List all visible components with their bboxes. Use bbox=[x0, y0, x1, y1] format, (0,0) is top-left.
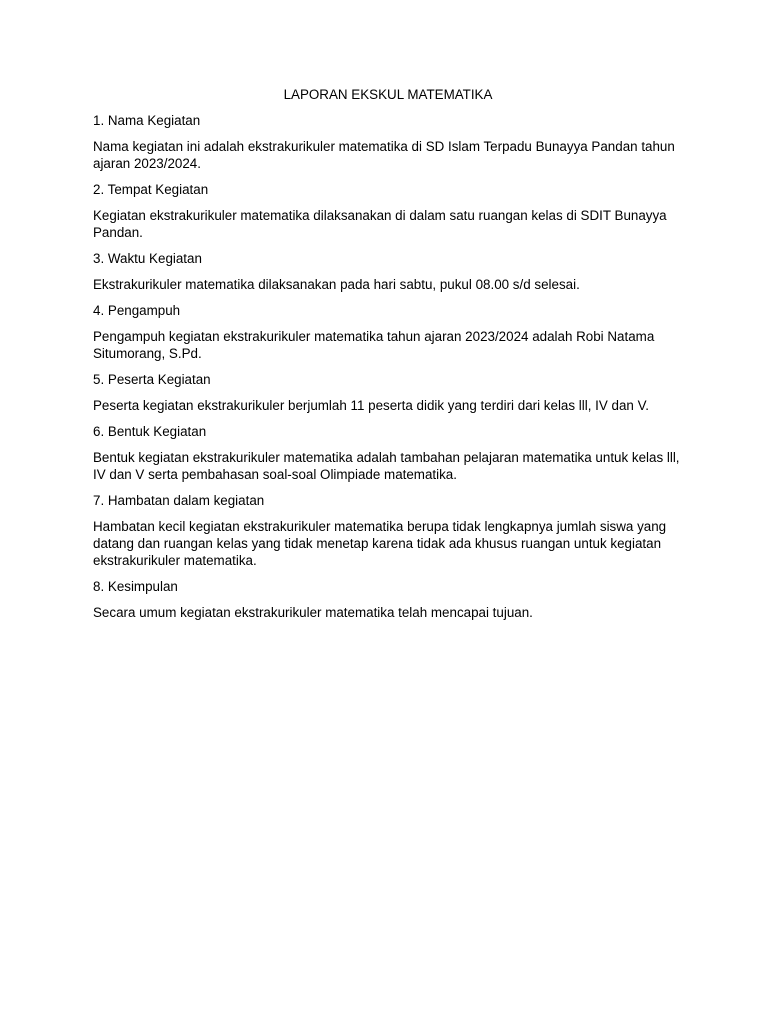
section-body: Peserta kegiatan ekstrakurikuler berjumlah 11 peserta didik yang terdiri dari kelas lll, IV dan V. bbox=[93, 398, 649, 413]
section-body: Bentuk kegiatan ekstrakurikuler matematika adalah tambahan pelajaran matematika untuk kelas lll, IV dan V serta pembahasan soal-soal Olimpiade matematika. bbox=[93, 450, 680, 482]
section-waktu-kegiatan bbox=[93, 250, 683, 293]
section-bentuk-kegiatan bbox=[93, 423, 683, 483]
section-body: Nama kegiatan ini adalah ekstrakurikuler matematika di SD Islam Terpadu Bunayya Pandan tahun ajaran 2023/2024. bbox=[93, 139, 675, 171]
section-heading: 2. Tempat Kegiatan bbox=[93, 182, 209, 197]
section-pengampuh bbox=[93, 302, 683, 362]
section-heading: 7. Hambatan dalam kegiatan bbox=[93, 493, 265, 508]
section-nama-kegiatan bbox=[93, 112, 683, 172]
section-heading: 6. Bentuk Kegiatan bbox=[93, 424, 207, 439]
section-kesimpulan bbox=[93, 578, 683, 621]
document-title: LAPORAN EKSKUL MATEMATIKA bbox=[283, 87, 493, 102]
section-body: Secara umum kegiatan ekstrakurikuler matematika telah mencapai tujuan. bbox=[93, 605, 533, 620]
section-body: Ekstrakurikuler matematika dilaksanakan pada hari sabtu, pukul 08.00 s/d selesai. bbox=[93, 277, 580, 292]
section-peserta-kegiatan bbox=[93, 371, 683, 414]
section-body: Hambatan kecil kegiatan ekstrakurikuler matematika berupa tidak lengkapnya jumlah siswa yang datang dan ruangan kelas yang tidak menetap karena tidak ada khusus ruangan untuk kegiatan ekstrakurikuler matematika. bbox=[93, 519, 667, 568]
section-body: Pengampuh kegiatan ekstrakurikuler matematika tahun ajaran 2023/2024 adalah Robi Natama Situmorang, S.Pd. bbox=[93, 329, 655, 361]
section-hambatan bbox=[93, 492, 683, 569]
document-content bbox=[93, 86, 683, 630]
section-body: Kegiatan ekstrakurikuler matematika dilaksanakan di dalam satu ruangan kelas di SDIT Bunayya Pandan. bbox=[93, 208, 667, 240]
section-heading: 5. Peserta Kegiatan bbox=[93, 372, 211, 387]
section-tempat-kegiatan bbox=[93, 181, 683, 241]
section-heading: 4. Pengampuh bbox=[93, 303, 181, 318]
section-heading: 3. Waktu Kegiatan bbox=[93, 251, 202, 266]
section-heading: 1. Nama Kegiatan bbox=[93, 113, 201, 128]
section-heading: 8. Kesimpulan bbox=[93, 579, 178, 594]
